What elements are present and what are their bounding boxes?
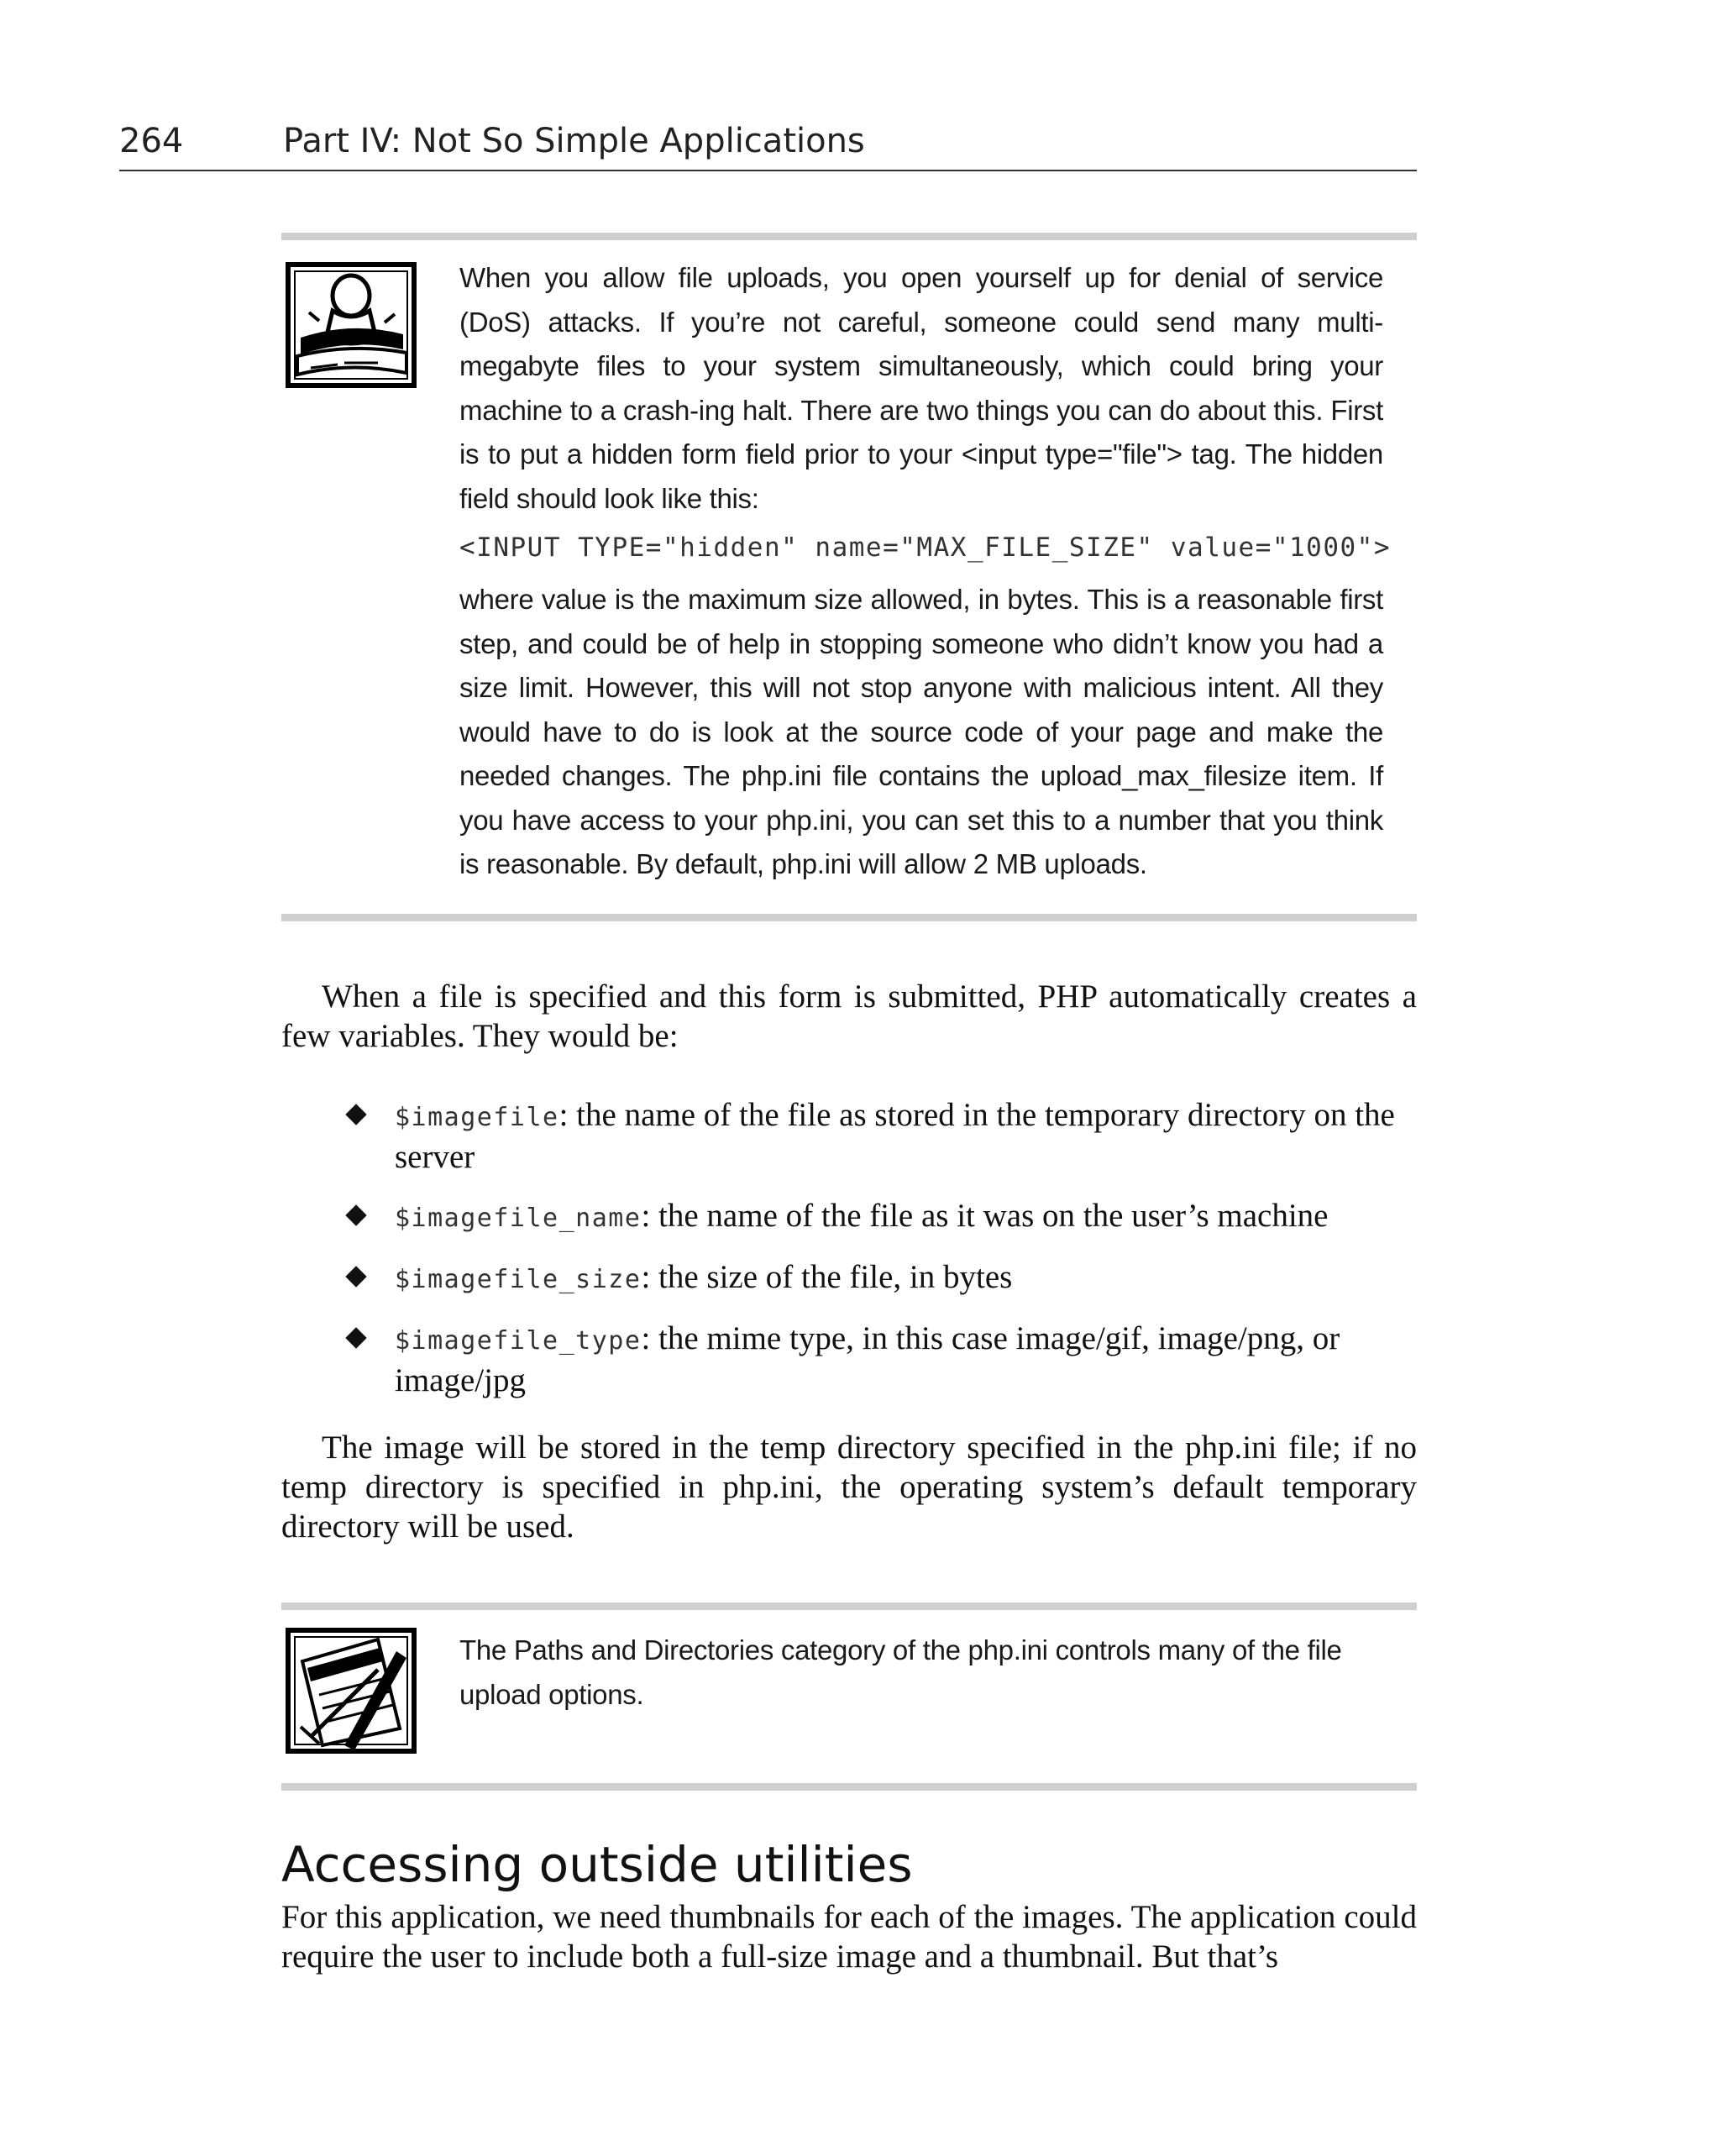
note-icon <box>286 1628 417 1754</box>
caution-code: <INPUT TYPE="hidden" name="MAX_FILE_SIZE" value="1000"> <box>459 532 1391 563</box>
bullet-diamond-icon <box>345 1204 366 1225</box>
part-title: Part IV: Not So Simple Applications <box>283 122 865 160</box>
running-head <box>119 121 1417 171</box>
body-paragraph-2: The image will be stored in the temp directory specified in the php.ini file; if no temp directory is specified in php.ini, the operating system’s default temporary directory will be used. <box>281 1429 1417 1545</box>
note-body: The Paths and Directories category of the php.ini controls many of the file upload options. <box>459 1634 1342 1710</box>
body-paragraph-1: When a file is specified and this form is submitted, PHP automatically creates a few variables. They would be: <box>281 978 1417 1054</box>
variable-list <box>344 1095 1403 1419</box>
section-paragraph: For this application, we need thumbnails for each of the images. The application could require the user to include both a full-size image and a thumbnail. But that’s <box>281 1899 1417 1975</box>
note-bottom-rule <box>281 1783 1417 1791</box>
list-item: $imagefile_size: the size of the file, in bytes <box>344 1257 1403 1299</box>
caution-icon <box>286 262 417 388</box>
caution-bottom-rule <box>281 914 1417 921</box>
caution-followup: where value is the maximum size allowed, in bytes. This is a reasonable first step, and could be of help in stopping someone who didn’t know you had a size limit. However, this will not stop anyone with malicious intent. All they would have to do is look at the source code of your page and make the needed changes. The php.ini file contains the upload_max_filesize item. If you have access to your php.ini, you can set this to a number that you think is reasonable. By default, php.ini will allow 2 MB uploads. <box>459 584 1383 879</box>
note-text <box>459 1629 1383 1717</box>
bullet-diamond-icon <box>345 1104 366 1125</box>
caution-intro: When you allow file uploads, you open yourself up for denial of service (DoS) attacks. If you’re not careful, someone could send many multi-megabyte files to your system simultaneously, which could bring your machine to a crash-ing halt. There are two things you can do about this. First is to put a hidden form field prior to your <input type="file"> tag. The hidden field should look like this: <box>459 262 1383 514</box>
section-heading: Accessing outside utilities <box>281 1836 913 1893</box>
list-item: $imagefile_name: the name of the file as it was on the user’s machine <box>344 1196 1403 1238</box>
caution-text <box>459 256 1391 887</box>
caution-top-rule <box>281 233 1417 240</box>
note-top-rule <box>281 1603 1417 1610</box>
list-item: $imagefile: the name of the file as stored in the temporary directory on the server <box>344 1095 1403 1177</box>
list-item: $imagefile_type: the mime type, in this case image/gif, image/png, or image/jpg <box>344 1319 1403 1400</box>
page-number: 264 <box>119 122 184 160</box>
bullet-diamond-icon <box>345 1327 366 1348</box>
bullet-diamond-icon <box>345 1266 366 1287</box>
